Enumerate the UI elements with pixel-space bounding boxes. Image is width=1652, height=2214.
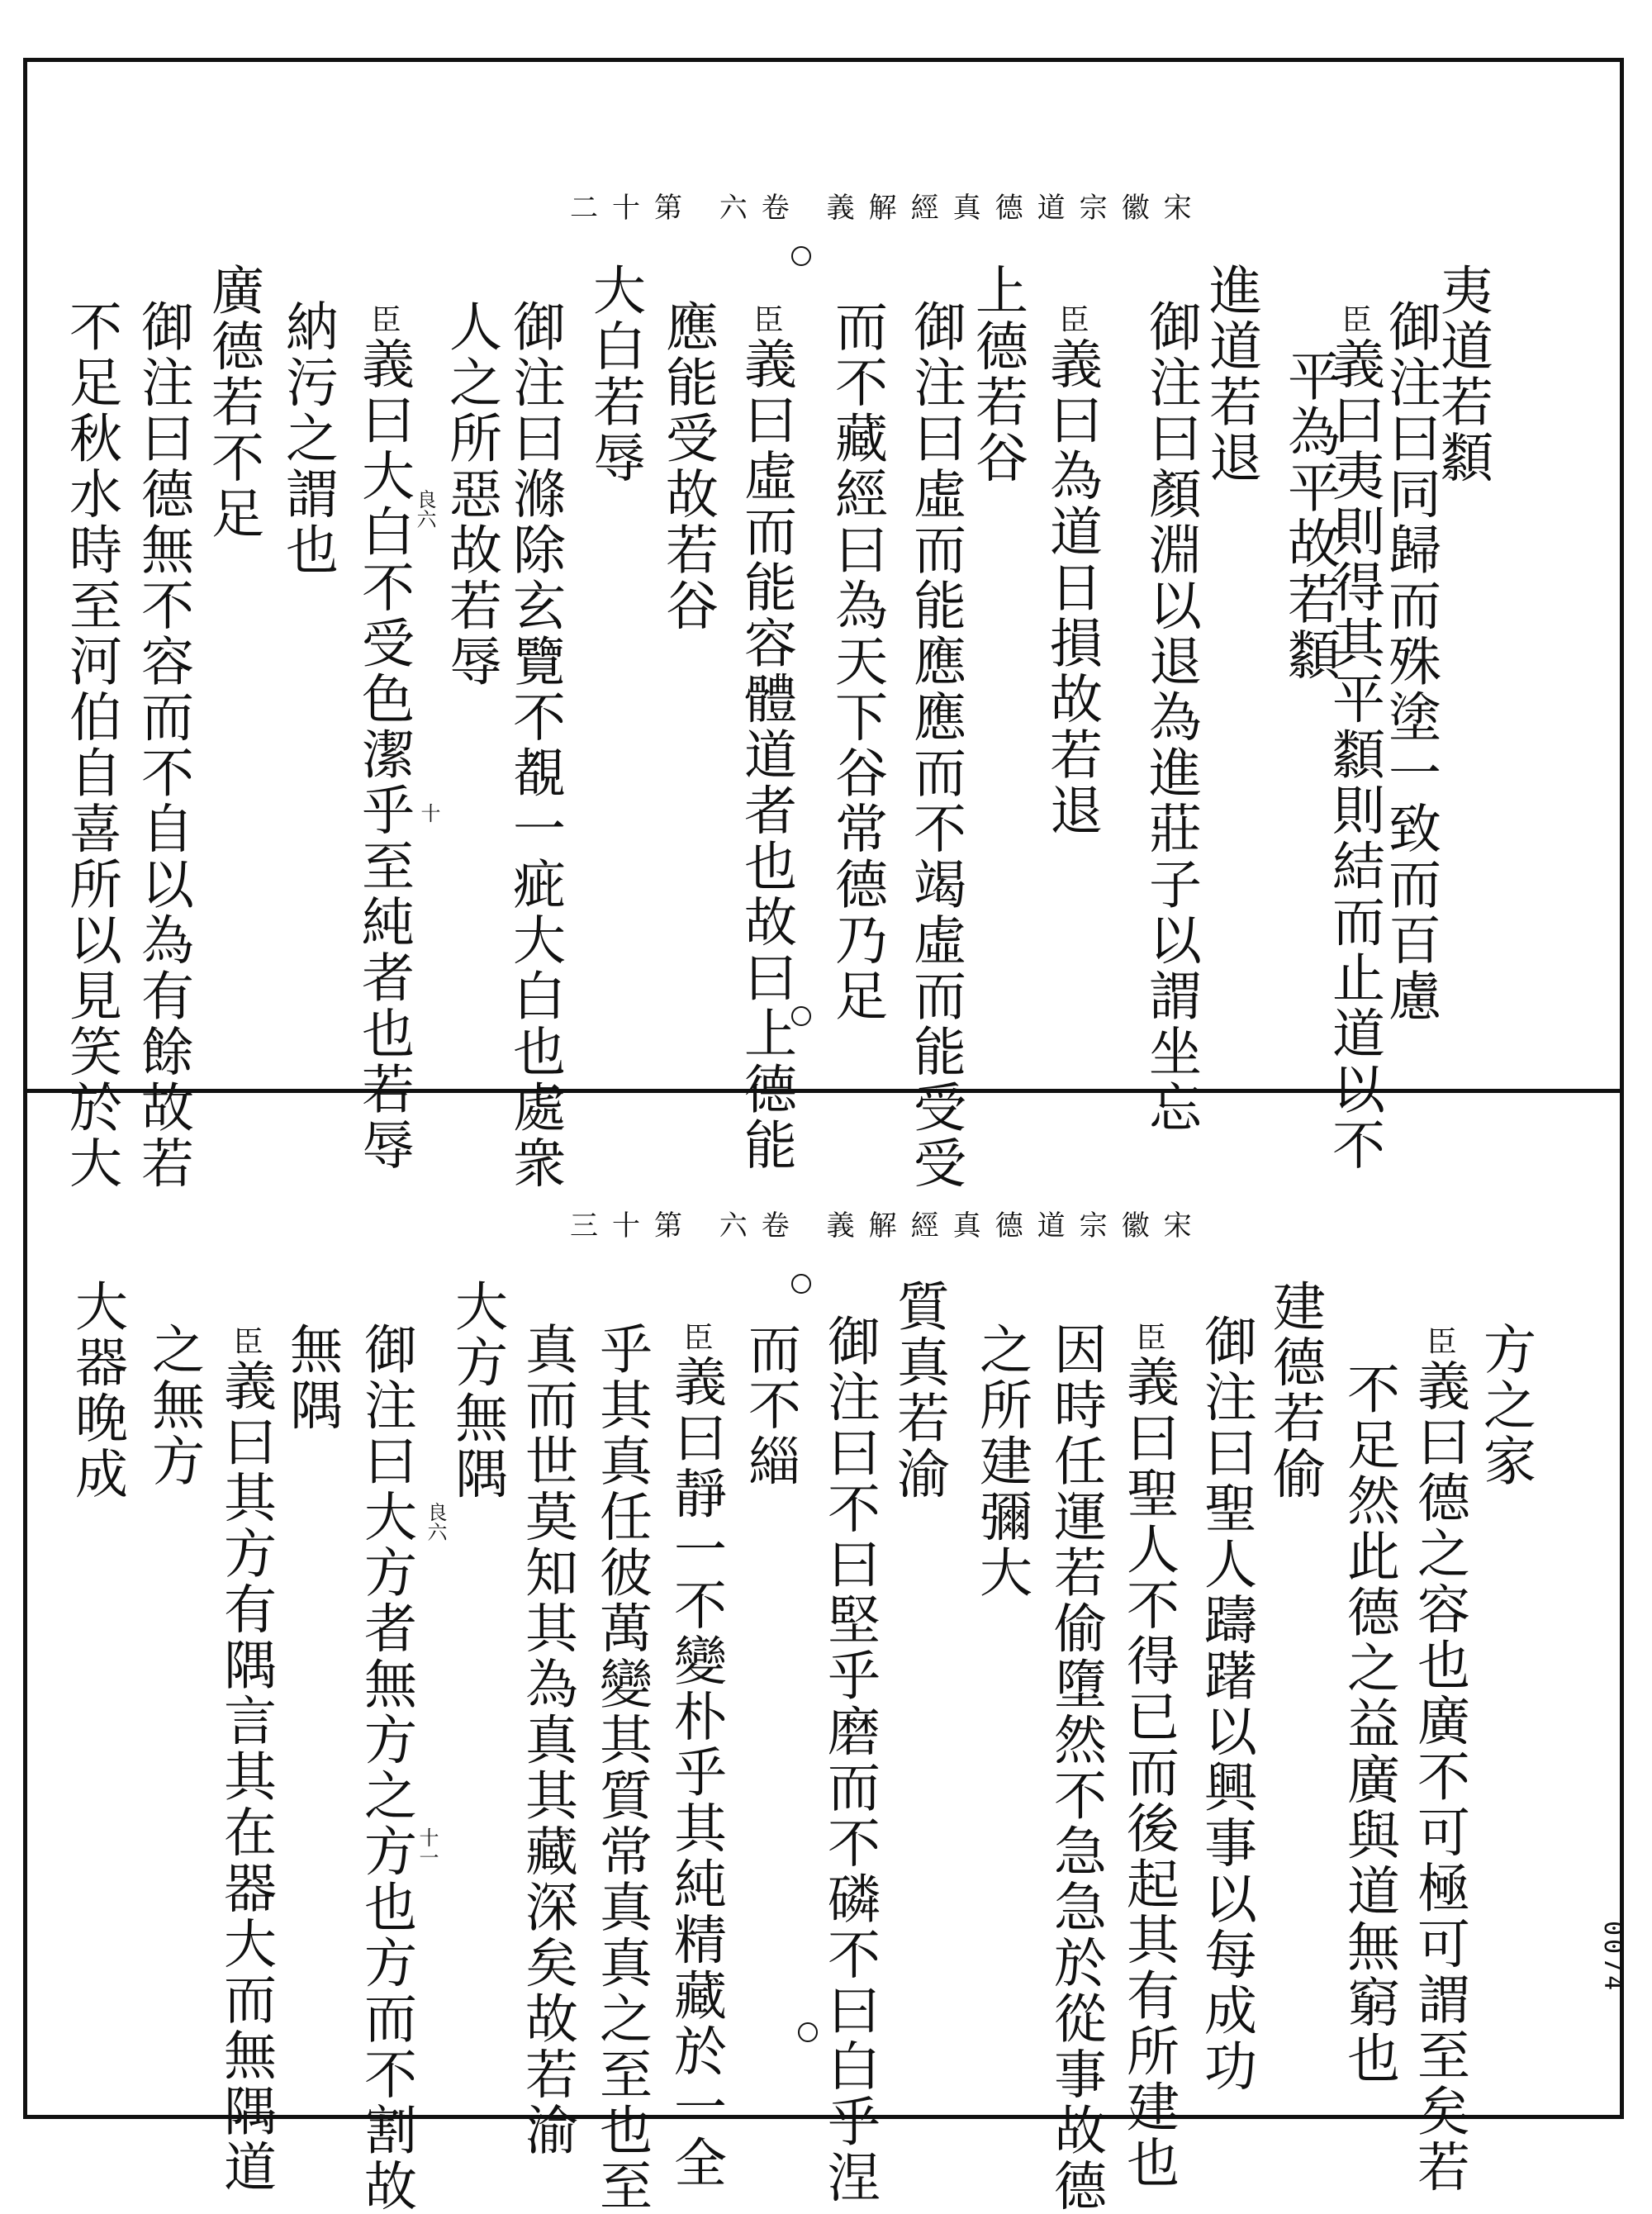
text-column: 大白若辱 [584, 263, 645, 486]
marginal-note: 良六 [424, 1502, 447, 1542]
marginal-note: 十 [417, 803, 440, 823]
marginal-note: 十一 [415, 1827, 439, 1867]
circle-mark [798, 2022, 818, 2042]
text-column: 平為平故若纇 [1279, 349, 1340, 683]
text-column: 納污之謂也 [277, 299, 338, 578]
text-column: 大器晚成 [66, 1279, 127, 1502]
text-column: 臣義曰大白不受色潔乎至純者也若辱 [353, 304, 414, 1173]
text-column: 無隅 [281, 1322, 342, 1433]
text-column: 質真若渝 [888, 1279, 949, 1502]
circle-mark [791, 1274, 811, 1294]
text-column: 御注曰同歸而殊塗一致而百慮 [1379, 299, 1441, 1024]
text-column: 真而世莫知其為真其藏深矣故若渝 [516, 1322, 577, 2159]
running-header-bottom: 宋徽宗道德真經解義 卷六 第十三 [570, 1209, 1206, 1242]
folio-number: 0074 [1598, 1921, 1627, 1994]
text-column: 廣德若不足 [202, 263, 263, 542]
text-column: 方之家 [1474, 1322, 1536, 1489]
marginal-note: 良六 [413, 489, 436, 529]
text-column: 臣義曰聖人不得已而後起其有所建也 [1118, 1322, 1179, 2191]
text-column: 臣義曰其方有隅言其在器大而無隅道 [215, 1326, 276, 2195]
text-column: 大方無隅 [446, 1279, 507, 1502]
text-column: 御注曰虛而能應應而不竭虛而能受受 [904, 299, 966, 1191]
text-column: 而不藏經曰為天下谷常德乃足 [826, 299, 887, 1024]
text-column: 上德若谷 [966, 263, 1028, 486]
text-column: 臣義曰靜一不變朴乎其純精藏於一全 [665, 1322, 726, 2191]
text-column: 應能受故若谷 [657, 299, 718, 634]
text-column: 而不緇 [739, 1322, 800, 1489]
running-header-top: 宋徽宗道德真經解義 卷六 第十二 [570, 192, 1206, 225]
text-column: 御注曰不曰堅乎磨而不磷不曰白乎涅 [819, 1314, 880, 2206]
text-column: 御注曰德無不容而不自以為有餘故若 [132, 299, 193, 1191]
text-column: 臣義曰虛而能容體道者也故曰上德能 [735, 304, 796, 1173]
text-column: 之無方 [143, 1322, 204, 1489]
text-column: 臣義曰為道日損故若退 [1041, 304, 1102, 839]
text-column: 之所建彌大 [971, 1322, 1032, 1601]
text-column: 乎其真任彼萬變其質常真真之至也至 [591, 1322, 652, 2214]
text-column: 御注曰聖人躊躇以興事以每成功 [1195, 1314, 1256, 2094]
text-column: 不足然此德之益廣與道無窮也 [1338, 1361, 1399, 2087]
circle-mark [791, 246, 811, 266]
text-column: 御注曰顏淵以退為進莊子以謂坐忘 [1140, 299, 1201, 1136]
text-column: 御注曰滌除玄覽不覩一疵大白也處衆 [504, 299, 565, 1191]
text-column: 御注曰大方者無方之方也方而不割故 [355, 1322, 416, 2214]
text-column: 夷道若纇 [1431, 263, 1493, 486]
text-column: 建德若偷 [1264, 1279, 1325, 1502]
text-column: 臣義曰德之容也廣不可極可謂至矣若 [1408, 1326, 1469, 2195]
text-column: 不足秋水時至河伯自喜所以見笑於大 [60, 299, 121, 1191]
text-column: 人之所惡故若辱 [440, 299, 501, 690]
text-column: 因時任運若偷墮然不急急於從事故德 [1045, 1322, 1106, 2214]
text-column: 臣義曰夷則得其平纇則結而止道以不 [1323, 304, 1384, 1173]
circle-mark [791, 1006, 811, 1026]
text-column: 進道若退 [1200, 263, 1261, 486]
